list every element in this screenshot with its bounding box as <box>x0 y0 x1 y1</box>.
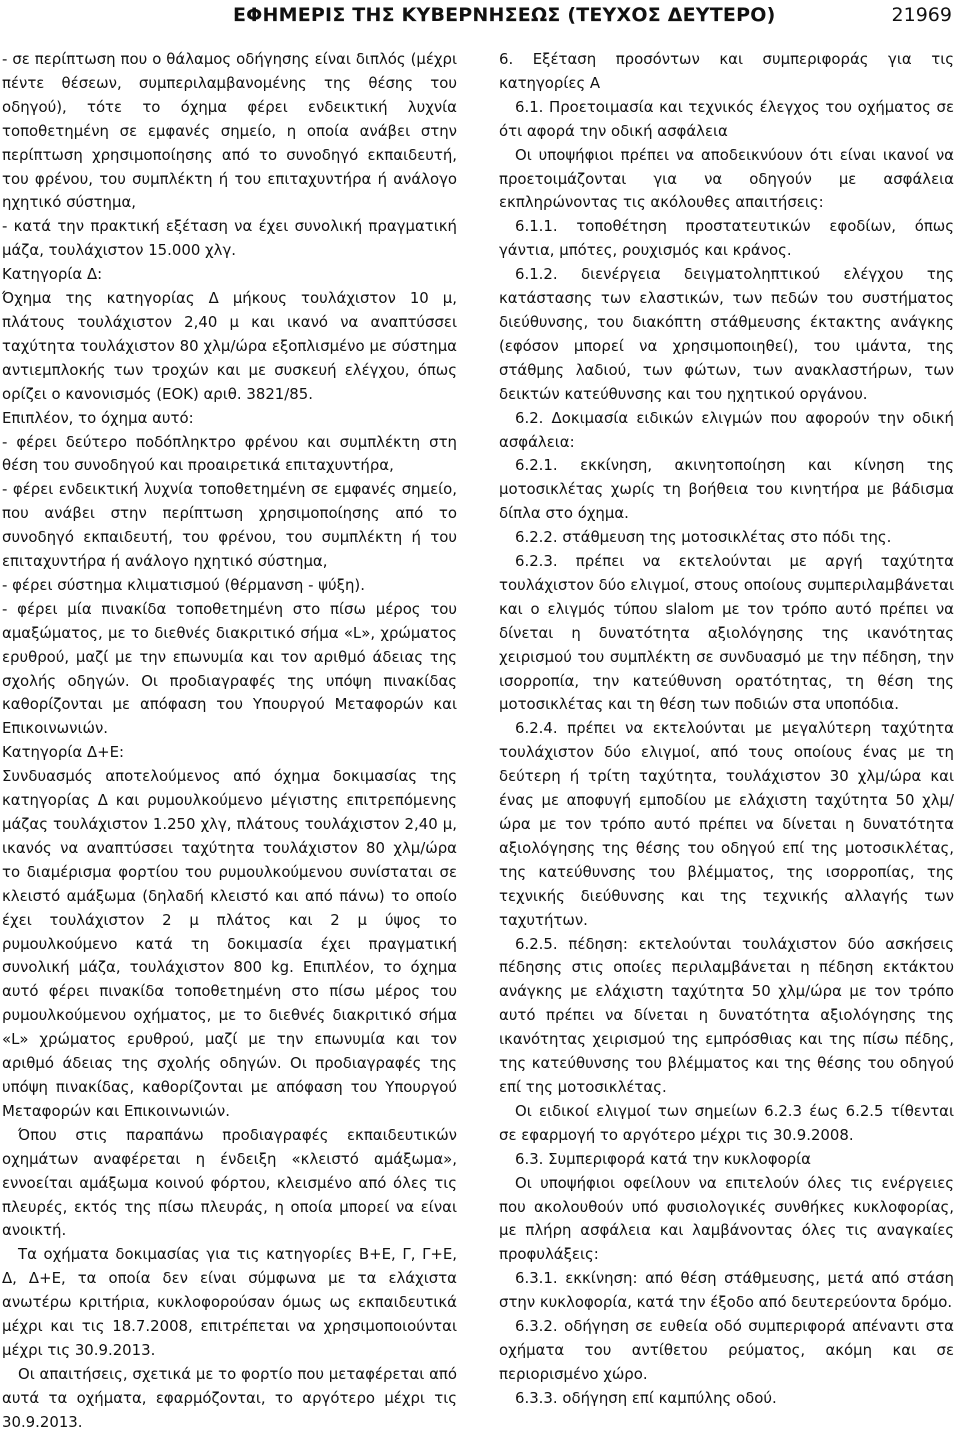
paragraph: - φέρει σύστημα κλιματισμού (θέρμανση - ψύξη). <box>2 575 365 594</box>
list-item: 6.1.1. τοποθέτηση προστατευτικών εφοδίων, όπως γάντια, μπότες, ρουχισμός και κράνος. <box>499 217 954 260</box>
paragraph: - σε περίπτωση που ο θάλαμος οδήγησης είναι διπλός (μέχρι πέντε θέσεων, συμπεριλαμβανομένης της θέσης του οδηγού), τότε το όχημα φέρει ενδεικτική λυχνία τοποθετημένη σε εμφανές σημείο, η οποία ανάβει στην περίπτωση χρησιμοποίησης από το συνοδηγό εκπαιδευτή, του φρένου, του συμπλέκτη ή του επιταχυντήρα ή ανάλογο ηχητικό σύστημα, <box>2 50 457 212</box>
section-heading: Κατηγορία Δ: <box>2 265 103 284</box>
list-item: 6.3.1. εκκίνηση: από θέση στάθμευσης, μετά από στάση στην κυκλοφορία, κατά την έξοδο από δευτερεύοντα δρόμο. <box>499 1269 954 1312</box>
paragraph: Οι ειδικοί ελιγμοί των σημείων 6.2.3 έως 6.2.5 τίθενται σε εφαρμογή το αργότερο μέχρι τις 30.9.2008. <box>499 1101 954 1144</box>
paragraph: - φέρει ενδεικτική λυχνία τοποθετημένη σε εμφανές σημείο, που ανάβει στην περίπτωση χρησιμοποίησης από το συνοδηγό εκπαιδευτή, του φρένου, του συμπλέκτη ή του επιταχυντήρα ή ανάλογο ηχητικό σύστημα, <box>2 480 457 571</box>
subsection-heading: 6.2. Δοκιμασία ειδικών ελιγμών που αφορούν την οδική ασφάλεια: <box>499 408 954 451</box>
section-heading: Κατηγορία Δ+Ε: <box>2 743 125 762</box>
paragraph: Όχημα της κατηγορίας Δ μήκους τουλάχιστον 10 μ, πλάτους τουλάχιστον 2,40 μ και ικανό να αναπτύσσει ταχύτητα τουλάχιστον 80 χλμ/ώρα εξοπλισμένο με σύστημα αντιεμπλοκής των τροχών και με συσκευή ελέγχου, όπως ορίζει ο κανονισμός (ΕΟΚ) αριθ. 3821/85. <box>2 289 457 403</box>
list-item: 6.2.5. πέδηση: εκτελούνται τουλάχιστον δύο ασκήσεις πέδησης στις οποίες περιλαμβάνεται η πέδηση εκτάκτου ανάγκης με ελάχιστη ταχύτητα 50 χλμ/ώρα με τον τρόπο αυτό πρέπει να δίνεται η δυνατότητα αξιολόγησης της ικανότητας χειρισμού της εμπρόσθιας και της πίσω πέδης, της κατεύθυνσης του βλέμματος και της θέσης του οδηγού επί της μοτοσικλέτας. <box>499 934 954 1096</box>
paragraph: Όπου στις παραπάνω προδιαγραφές εκπαιδευτικών οχημάτων αναφέρεται η ένδειξη «κλειστό αμάξωμα», εννοείται αμάξωμα κοινού φόρτου, κλεισμένο από όλες τις πλευρές, εκτός της πίσω πλευράς, η οποία μπορεί να είναι ανοικτή. <box>2 1125 457 1240</box>
list-item: 6.3.3. οδήγηση επί καμπύλης οδού. <box>515 1388 777 1407</box>
paragraph: Οι απαιτήσεις, σχετικά με το φορτίο που μεταφέρεται από αυτά τα οχήματα, εφαρμόζονται, το αργότερο μέχρι τις 30.9.2013. <box>2 1364 457 1431</box>
paragraph: Επιπλέον, το όχημα αυτό: <box>2 408 194 427</box>
list-item: 6.3.2. οδήγηση σε ευθεία οδό συμπεριφορά απέναντι στα οχήματα του αντίθετου ρεύματος, ακόμη και σε περιορισμένο χώρο. <box>499 1317 954 1383</box>
paragraph: Συνδυασμός αποτελούμενος από όχημα δοκιμασίας της κατηγορίας Δ και ρυμουλκούμενο μέγιστης επιτρεπόμενης μάζας τουλάχιστον 1.250 χλγ, πλάτους τουλάχιστον 2,40 μ, ικανός να αναπτύσσει ταχύτητα τουλάχιστον 80 χλμ/ώρα το διαμέρισμα φορτίου του ρυμουλκούμενου συνίσταται σε κλειστό αμάξωμα (δηλαδή κλειστό και από πάνω) το οποίο έχει τουλάχιστον 2 μ πλάτος και 2 μ ύψος το ρυμουλκούμενο κατά τη δοκιμασία έχει πραγματική συνολική μάζα, τουλάχιστον 800 kg. Επιπλέον, το όχημα αυτό φέρει πινακίδα τοποθετημένη στο πίσω μέρος του ρυμουλκούμενου οχήματος, με το διεθνές διακριτικό σήμα «L» χρώματος ερυθρού, μαζί με την επωνυμία και τον αριθμό άδειας της σχολής οδηγών. Οι προδιαγραφές της υπόψη πινακίδας, καθορίζονται με απόφαση του Υπουργού Μεταφορών και Επικοινωνιών. <box>2 767 457 1120</box>
paragraph: Οι υποψήφιοι οφείλουν να επιτελούν όλες τις ενέργειες που ακολουθούν υπό φυσιολογικές συνθήκες κυκλοφορίας, με πλήρη ασφάλεια και λαμβάνοντας όλες τις αναγκαίες προφυλάξεις: <box>499 1173 954 1264</box>
right-column <box>499 48 954 1420</box>
list-item: 6.2.2. στάθμευση της μοτοσικλέτας στο πόδι της. <box>515 528 892 547</box>
page-header <box>0 0 960 36</box>
subsection-heading: 6.1. Προετοιμασία και τεχνικός έλεγχος του οχήματος σε ότι αφορά την οδική ασφάλεια <box>499 97 954 140</box>
paragraph: Τα οχήματα δοκιμασίας για τις κατηγορίες Β+Ε, Γ, Γ+Ε, Δ, Δ+Ε, τα οποία δεν είναι σύμφωνα με τα ελάχιστα ανωτέρω κριτήρια, κυκλοφορούσαν όμως ως εκπαιδευτικά μέχρι και τις 18.7.2008, επιτρέπεται να χρησιμοποιούνται μέχρι τις 30.9.2013. <box>2 1245 457 1359</box>
journal-title: ΕΦΗΜΕΡΙΣ ΤΗΣ ΚΥΒΕΡΝΗΣΕΩΣ (ΤΕΥΧΟΣ ΔΕΥΤΕΡΟ) <box>233 4 776 26</box>
page-number: 21969 <box>891 4 952 26</box>
list-item: 6.1.2. διενέργεια δειγματοληπτικού ελέγχου της κατάστασης των ελαστικών, των πεδών του συστήματος διεύθυνσης, του διακόπτη στάθμευσης έκτακτης ανάγκης (εφόσον μπορεί να χρησιμοποιηθεί), του ιμάντα, της στάθμης λαδιού, των φώτων, των ανακλαστήρων, των δεικτών κατεύθυνσης και του ηχητικού οργάνου. <box>499 265 954 403</box>
list-item: 6.2.1. εκκίνηση, ακινητοποίηση και κίνηση της μοτοσικλέτας χωρίς τη βοήθεια του κινητήρα με βάδισμα δίπλα στο όχημα. <box>499 456 954 523</box>
left-column <box>2 48 457 1431</box>
paragraph: Οι υποψήφιοι πρέπει να αποδεικνύουν ότι είναι ικανοί να προετοιμάζονται για να οδηγούν με ασφάλεια εκπληρώνοντας τις ακόλουθες απαιτήσεις: <box>499 145 954 212</box>
paragraph: - φέρει μία πινακίδα τοποθετημένη στο πίσω μέρος του αμαξώματος, με το διεθνές διακριτικό σήμα «L», χρώματος ερυθρού, μαζί με την επωνυμία και τον αριθμό άδειας της σχολής οδηγών. Οι προδιαγραφές της υπόψη πινακίδας καθορίζονται με απόφαση του Υπουργού Μεταφορών και Επικοινωνιών. <box>2 599 457 738</box>
paragraph: - φέρει δεύτερο ποδόπληκτρο φρένου και συμπλέκτη στη θέση του συνοδηγού και προαιρετικά επιταχυντήρα, <box>2 432 457 475</box>
list-item: 6.2.3. πρέπει να εκτελούνται με αργή ταχύτητα τουλάχιστον δύο ελιγμοί, στους οποίους συμπεριλαμβάνεται και ο ελιγμός τύπου slalom με τον τρόπο αυτό πρέπει να δίνεται η δυνατότητα αξιολόγησης της ικανότητας χειρισμού του συμπλέκτη σε συνδυασμό με την πέδηση, την ισορροπία, την κατεύθυνση ορατότητας, τη θέση της μοτοσικλέτας και τη θέση των ποδιών στα υποπόδια. <box>499 552 954 714</box>
section-heading: 6. Εξέταση προσόντων και συμπεριφοράς για τις κατηγορίες Α <box>499 50 954 92</box>
subsection-heading: 6.3. Συμπεριφορά κατά την κυκλοφορία <box>515 1149 811 1168</box>
paragraph: - κατά την πρακτική εξέταση να έχει συνολική πραγματική μάζα, τουλάχιστον 15.000 χλγ. <box>2 217 457 260</box>
list-item: 6.2.4. πρέπει να εκτελούνται με μεγαλύτερη ταχύτητα τουλάχιστον δύο ελιγμοί, από τους οποίους ένας με τη δεύτερη ή τρίτη ταχύτητα, τουλάχιστον 30 χλμ/ώρα και ένας με αποφυγή εμποδίου με ελάχιστη ταχύτητα 50 χλμ/ώρα με τον τρόπο αυτό πρέπει να δίνεται η δυνατότητα αξιολόγησης της θέσης του οδηγού επί της μοτοσικλέτας, της κατεύθυνσης του βλέμματος, της ισορροπίας, της τεχνικής διεύθυνσης και της τεχνικής αλλαγής των ταχυτήτων. <box>499 719 954 929</box>
